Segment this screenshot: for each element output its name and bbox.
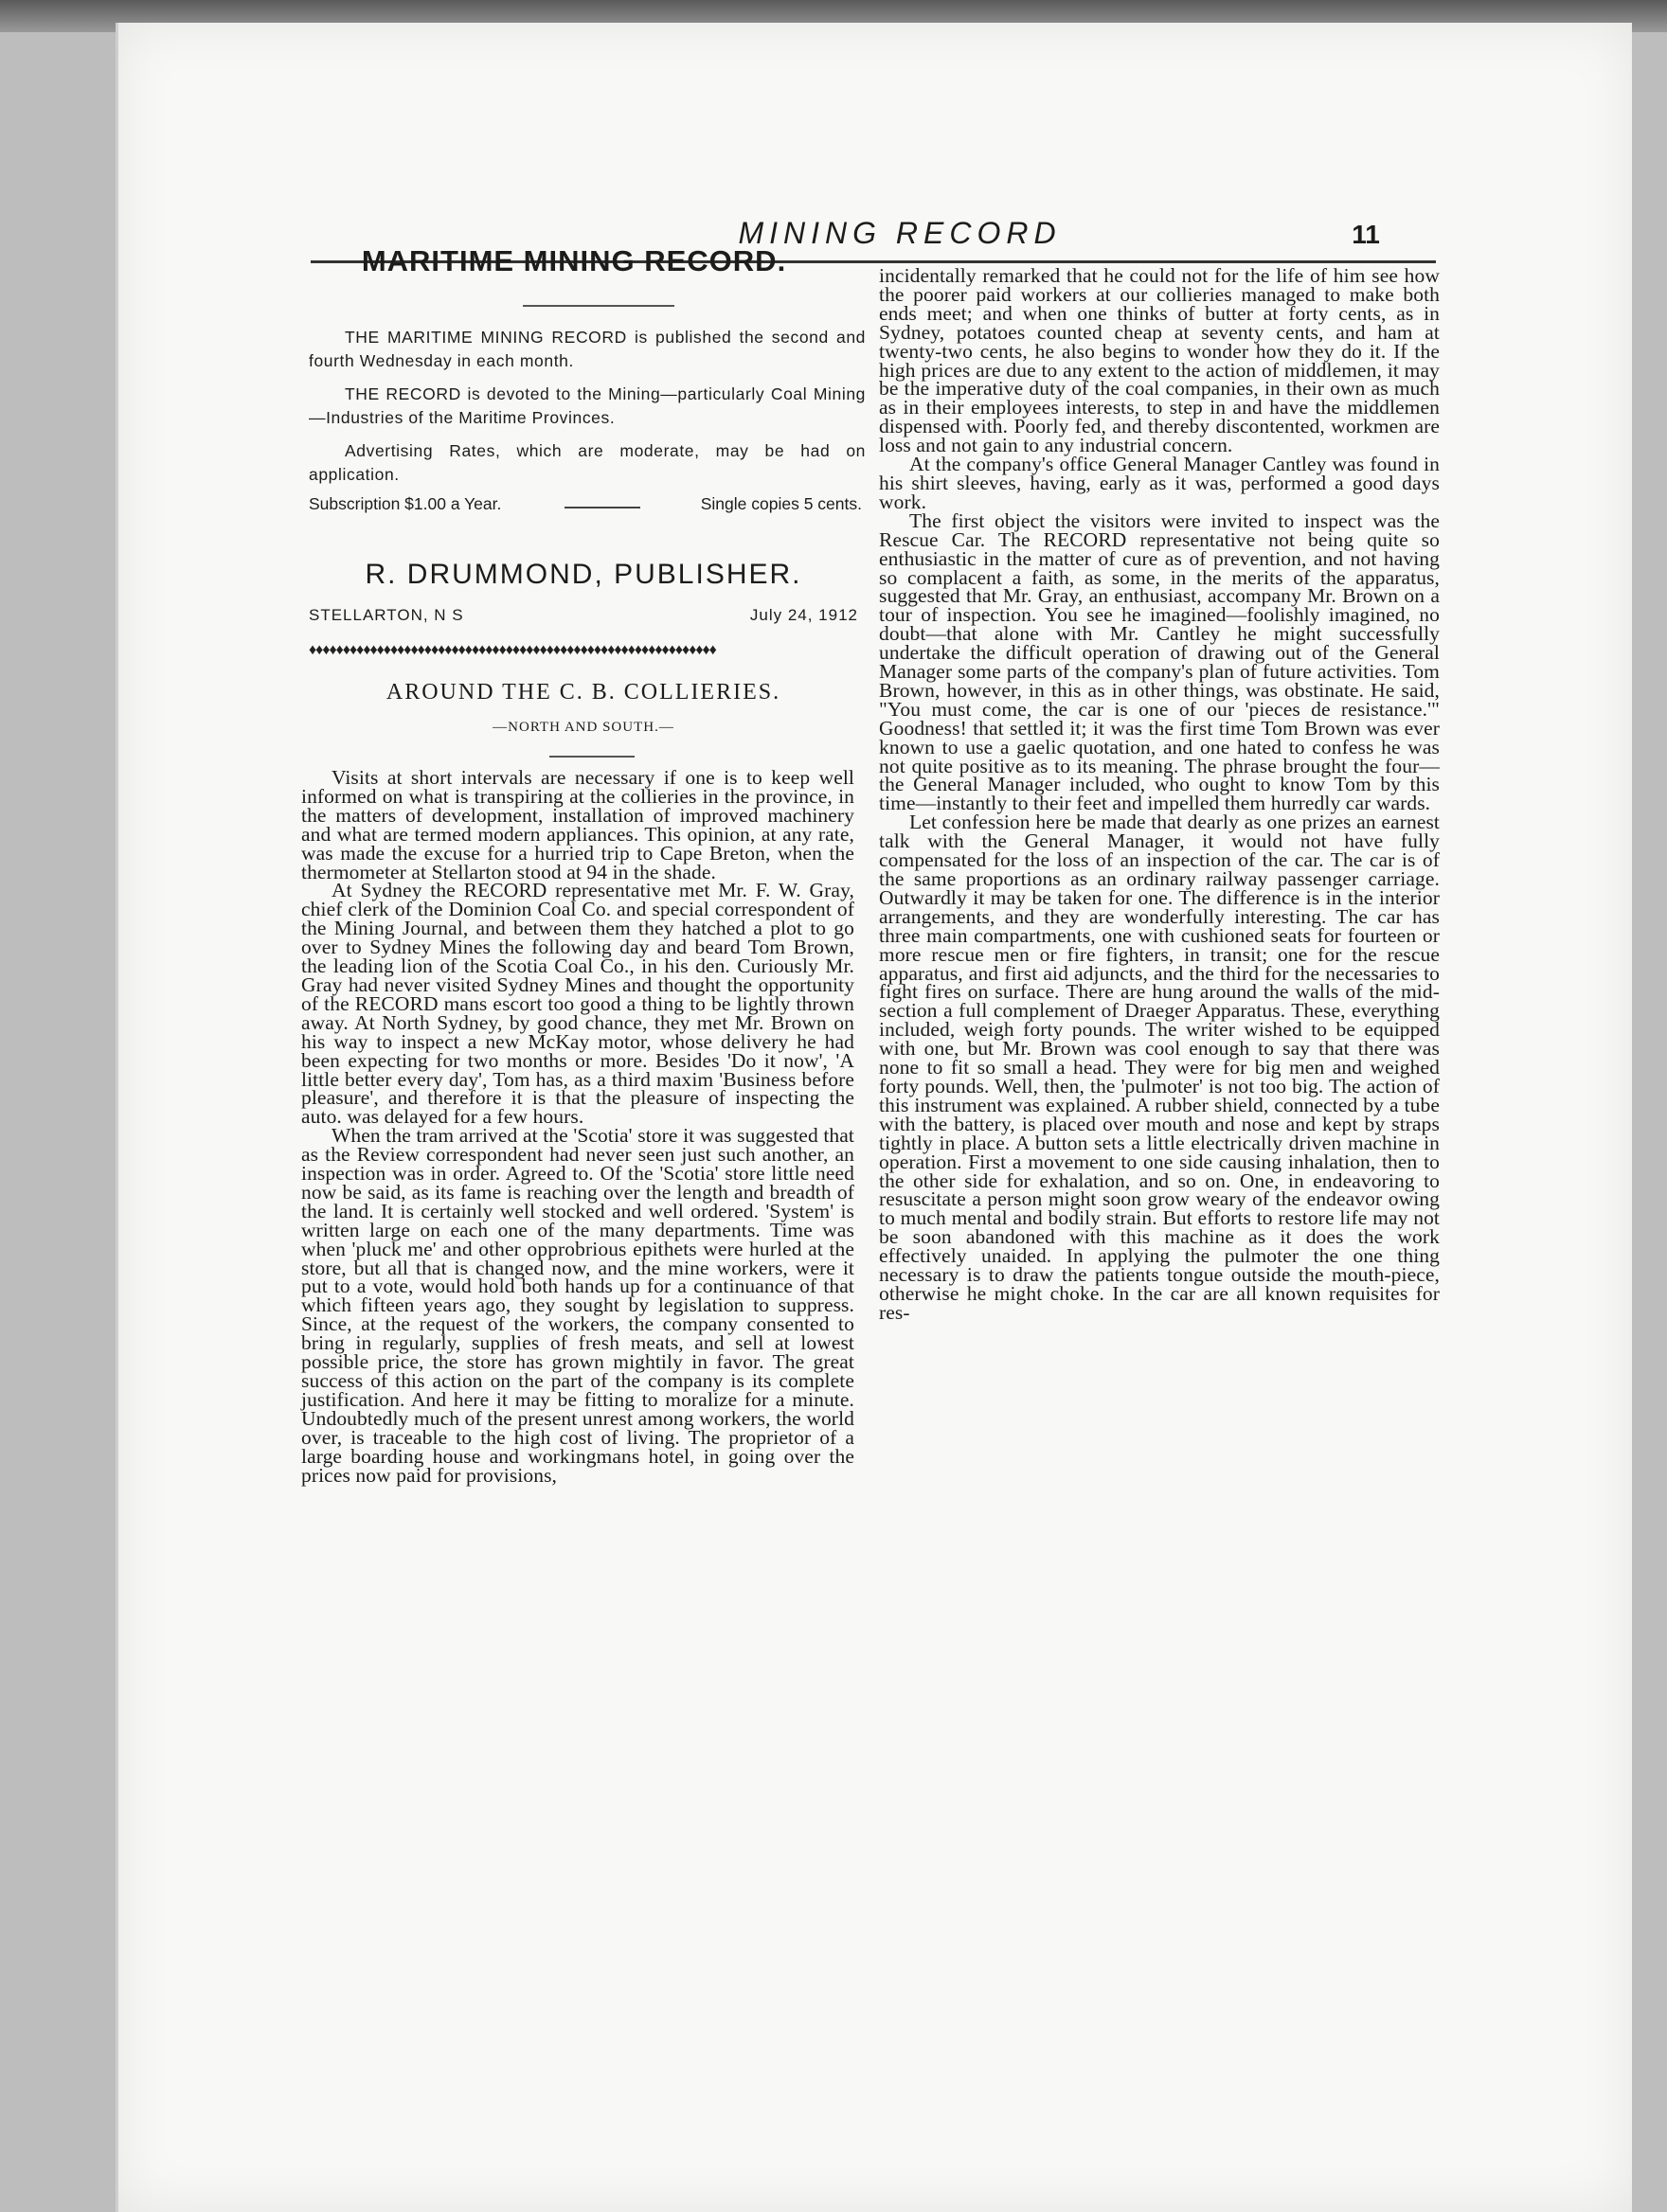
publisher-name: R. DRUMMOND, PUBLISHER. [365,559,802,590]
advertising-rates: Advertising Rates, which are moderate, may be had on application. [309,441,866,484]
article-paragraph: When the tram arrived at the 'Scotia' store it was suggested that as the Review correspondent had never seen just such another, an inspection was in order. Agreed to. Of the 'Scotia' store little need now be said, as its fame is reaching over the length and breadth of the land. It is certainly well stocked and well ordered. 'System' is written large on each one of the many departments. Time was when 'pluck me' and other opprobrious epithets were hurled at the store, but all that is changed now, and the mine workers, were it put to a vote, would hold both hands up for a continuance of that which fifteen years ago, they sought by legislation to suppress. Since, at the request of the workers, the company consented to bring in regularly, supplies of fresh meats, and sell at lowest possible price, the store has grown mightily in favor. The great success of this action on the part of the company is its complete justification. And here it may be fitting to moralize for a minute. Undoubtedly much of the present unrest among workers, the world over, is traceable to the high cost of living. The proprietor of a large boarding house and workingmans hotel, in going over the prices now paid for provisions, [301,1124,854,1487]
article-title: AROUND THE C. B. COLLIERIES. [385,680,781,705]
article-rule [549,756,635,758]
subscription-price: Subscription $1.00 a Year. [309,494,502,513]
place: STELLARTON, N S [309,606,464,624]
article-paragraph: Visits at short intervals are necessary if one is to keep well informed on what is transpiring at the collieries in the province, in the matters of development, installation of improved machinery and what are termed modern appliances. This opinion, at any rate, was made the excuse for a hurried trip to Cape Breton, when the thermometer at Stellarton stood at 94 in the shade. [301,766,854,883]
dateline [309,606,858,631]
publication-scope: THE RECORD is devoted to the Mining—particularly Coal Mining—Industries of the Maritime Provinces. [309,384,866,427]
masthead-rule [523,305,674,307]
article-subtitle: —NORTH AND SOUTH.— [493,720,674,735]
article-paragraph: At the company's office General Manager Cantley was found in his shirt sleeves, having, early as it was, performed a good days work. [879,453,1440,513]
single-copy-price: Single copies 5 cents. [700,494,862,513]
subscription-dash [565,507,640,508]
masthead-title: MARITIME MINING RECORD. [361,244,787,277]
article-paragraph: Let confession here be made that dearly as one prizes an earnest talk with the General Manager, it would not have fully compensated for the loss of an inspection of the car. The car is of the same proportions as an ordinary railway passenger carriage. Outwardly it may be taken for one. The difference is in the interior arrangements, and they are wonderfully interesting. The car has three main compartments, one with cushioned seats for fourteen or more rescue men or fire fighters, in transit; one for the rescue apparatus, and first aid adjuncts, and the third for the necessaries to fight fires on surface. There are hung around the walls of the mid-section a full complement of Draeger Apparatus. These, everything included, weigh forty pounds. The writer wished to be equipped with one, but Mr. Brown was cool enough to say that there was none to fit so small a head. They were for big men and weighed forty pounds. Well, then, the 'pulmoter' is not too big. The action of this instrument was explained. A rubber shield, connected by a tube with the battery, is placed over mouth and nose and kept by straps tightly in place. A button sets a little electrically driven machine in operation. First a movement to one side causing inhalation, then to the other side for exhalation, and so on. One, in endeavoring to resuscitate a person might soon grow weary of the endeavor owing to much mental and bodily strain. But efforts to restore life may not be soon abandoned with this machine as it does the work effectively unaided. In applying the pulmoter the one thing necessary is to draw the patients tongue outside the mouth-piece, otherwise he might choke. In the car are all known requisites for res- [879,811,1440,1324]
subscription-line [309,494,862,519]
page-number: 11 [1352,220,1380,249]
issue-date: July 24, 1912 [749,606,858,624]
running-header-title: MINING RECORD [738,216,1062,250]
article-paragraph: At Sydney the RECORD representative met Mr. F. W. Gray, chief clerk of the Dominion Coal Co. and special correspondent of the Mining Journal, and between them they hatched a plot to go over to Sydney Mines the following day and beard Tom Brown, the leading lion of the Scotia Coal Co., in his den. Curiously Mr. Gray had never visited Sydney Mines and thought the opportunity of the RECORD mans escort too good a thing to be lightly thrown away. At North Sydney, by good chance, they met Mr. Brown on his way to inspect a new McKay motor, whose delivery he had been expecting for two months or more. Besides 'Do it now', 'A little better every day', Tom has, as a third maxim 'Business before pleasure', and therefore it is that the pleasure of inspecting the auto. was delayed for a few hours. [301,879,854,1129]
left-column [301,766,854,1487]
article-paragraph: incidentally remarked that he could not for the life of him see how the poorer paid workers at our collieries managed to make both ends meet; and when one thinks of butter at forty cents, as in Sydney, potatoes counted cheap at seventy cents, and ham at twenty-two cents, he also begins to wonder how they do it. If the high prices are due to any extent to the action of middlemen, it may be the imperative duty of the coal companies, in their own as much as in their employees interests, to step in and have the middlemen dispensed with. Poorly fed, and thereby discontented, workmen are loss and not gain to any industrial concern. [879,264,1440,457]
article-paragraph: The first object the visitors were invited to inspect was the Rescue Car. The RECORD representative not being quite so enthusiastic in the matter of cure as of prevention, and not having so complacent a faith, as some, in the merits of the apparatus, suggested that Mr. Gray, an enthusiast, accompany Mr. Brown on a tour of inspection. You see he imagined—foolishly imagined, no doubt—that alone with Mr. Cantley he might successfully undertake the difficult operation of drawing out of the General Manager some parts of the company's plan of future activities. Tom Brown, however, in this as in other things, was obstinate. He said, "You must come, the car is one of our 'pieces de resistance.'" Goodness! that settled it; it was the first time Tom Brown was ever known to use a gaelic quotation, and one hated to confess he was not quite positive as to its meaning. The phrase brought the four—the General Manager included, who ought to know Tom by this time—instantly to their feet and impelled them hurredly car wards. [879,508,1440,815]
publication-schedule: THE MARITIME MINING RECORD is published the second and fourth Wednesday in each month. [309,328,866,370]
right-column [879,264,1440,1324]
ornamental-rule: ♦♦♦♦♦♦♦♦♦♦♦♦♦♦♦♦♦♦♦♦♦♦♦♦♦♦♦♦♦♦♦♦♦♦♦♦♦♦♦♦♦♦♦♦♦♦♦♦♦♦♦♦♦♦♦♦♦♦♦♦ [309,642,716,658]
masthead-info [309,326,866,487]
